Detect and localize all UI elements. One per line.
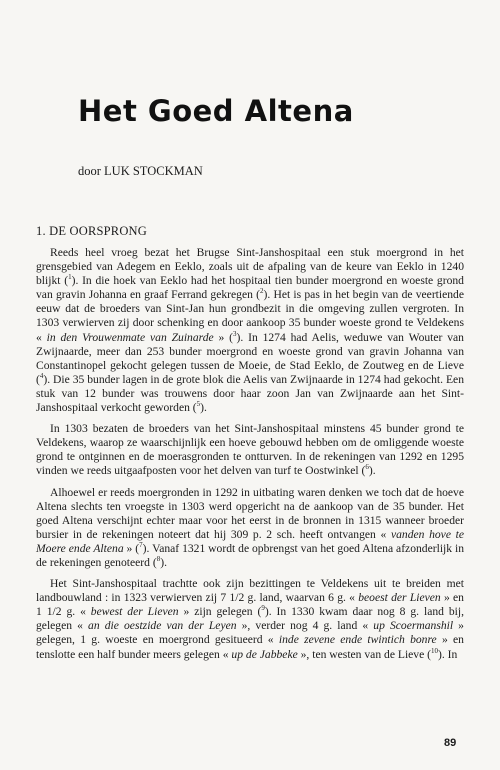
text-run: ). Het is pas in het begin van de veertiende eeuw dat de broeders van Sint-Jan hun grondbezit in die omgeving zullen vergroten. In 1303 verwierven zij door schenking en door aankoop 35 bunder woeste grond te Veldekens « bbox=[36, 288, 465, 344]
text-run: ). bbox=[368, 464, 376, 478]
text-run: ). In bbox=[438, 647, 458, 661]
text-run: ). In 1330 kwam daar nog 8 g. land bij, gelegen « bbox=[36, 605, 464, 633]
quoted-term: inde zevene ende twintich bonre bbox=[278, 633, 437, 647]
text-run: Alhoewel er reeds moergronden in 1292 in uitbating waren denken we toch dat de hoeve Altena slechts ten vroegste in 1303 werd opgericht na de aankoop van de 35 bunder. Het goed Altena verschijnt echter maar voor het eerst in de bronnen in 1315 wanneer broeder bursier in de rekeningen noteert dat hij 309 p. 2 sch. heeft ontvangen « bbox=[36, 485, 464, 541]
quoted-term: bewest der Lieven bbox=[90, 605, 179, 619]
text-run: ). In 1274 had Aelis, weduwe van Wouter van Zwijnaarde, meer dan 253 bunder moergrond en woeste grond van gravin Johanna van Constantinopel gekocht gelegen tussen de Moeie, de Stad Eeklo, de Zoutweg en de Lieve ( bbox=[36, 330, 464, 386]
body-text bbox=[36, 246, 464, 662]
author-byline: door LUK STOCKMAN bbox=[78, 164, 203, 178]
paragraph bbox=[36, 486, 464, 571]
footnote-ref: 4 bbox=[39, 371, 44, 380]
text-run: Het Sint-Janshospitaal trachtte ook zijn bezittingen te Veldekens uit te breiden met landbouwland : in 1323 verwierven zij 7 1/2 g. land, waarvan 6 g. « bbox=[36, 577, 464, 605]
text-run: », verder nog 4 g. land « bbox=[236, 619, 374, 633]
quoted-term: beoest der Lieven bbox=[358, 591, 441, 605]
quoted-term: up Scoermanshil bbox=[373, 619, 454, 633]
text-run: ). Die 35 bunder lagen in de grote blok die Aelis van Zwijnaarde in 1274 had gekocht. Een stuk van 12 bunder was trouwens door haar zoon Jan van Zwijnaarde aan het Sint-Janshospitaal verkocht geworden ( bbox=[36, 372, 464, 415]
text-run: In 1303 bezaten de broeders van het Sint-Janshospitaal minstens 45 bunder grond te Veldekens, waarop ze waarschijnlijk een hoeve gebouwd hebben om de omliggende woeste grond te ontginnen en de moerasgronden te ontturven. In de rekeningen van 1292 en 1295 vinden we reeds uitgaafposten voor het delven van turf te Oostwinkel ( bbox=[36, 422, 464, 478]
quoted-term: vanden hove te Moere ende Altena bbox=[36, 527, 464, 555]
footnote-ref: 6 bbox=[365, 463, 369, 472]
text-run: ). bbox=[160, 555, 167, 569]
text-run: » en 1 1/2 g. « bbox=[36, 591, 464, 619]
footnote-ref: 7 bbox=[139, 541, 143, 550]
page-number: 89 bbox=[444, 737, 457, 749]
paragraph bbox=[36, 246, 464, 415]
quoted-term: an die oestzide van der Leyen bbox=[88, 619, 237, 633]
text-run: ). In die hoek van Eeklo had het hospitaal tien bunder moergrond en woeste grond van gravin Johanna en graaf Ferrand gekregen ( bbox=[36, 274, 464, 302]
footnote-ref: 5 bbox=[196, 400, 201, 409]
text-run: » en tenslotte een half bunder meers gelegen « bbox=[36, 633, 464, 661]
text-run: » gelegen, 1 g. woeste en moergrond gesitueerd « bbox=[36, 619, 464, 647]
text-run: ). bbox=[200, 401, 207, 415]
text-run: » ( bbox=[213, 330, 233, 344]
text-run: », ten westen van de Lieve ( bbox=[297, 647, 432, 661]
footnote-ref: 3 bbox=[233, 329, 237, 338]
footnote-ref: 10 bbox=[431, 646, 439, 655]
footnote-ref: 2 bbox=[260, 287, 264, 296]
paragraph bbox=[36, 422, 464, 478]
text-run: » ( bbox=[123, 541, 140, 555]
paragraph bbox=[36, 577, 464, 662]
section-heading: 1. DE OORSPRONG bbox=[36, 224, 148, 238]
text-run: ). Vanaf 1321 wordt de opbrengst van het goed Altena afzonderlijk in de rekeningen genoteerd ( bbox=[36, 541, 464, 569]
text-run: Reeds heel vroeg bezat het Brugse Sint-Janshospitaal een stuk moergrond in het grensgebied van Adegem en Eeklo, zoals uit de afpaling van de keure van Eeklo in 1240 blijkt ( bbox=[36, 246, 464, 288]
article-title: Het Goed Altena bbox=[78, 94, 354, 128]
text-run: » zijn gelegen ( bbox=[178, 605, 262, 619]
quoted-term: in den Vrouwenmate van Zuinarde bbox=[46, 330, 214, 344]
footnote-ref: 8 bbox=[156, 555, 161, 564]
footnote-ref: 9 bbox=[261, 604, 265, 613]
quoted-term: up de Jabbeke bbox=[231, 647, 298, 661]
footnote-ref: 1 bbox=[68, 273, 72, 282]
